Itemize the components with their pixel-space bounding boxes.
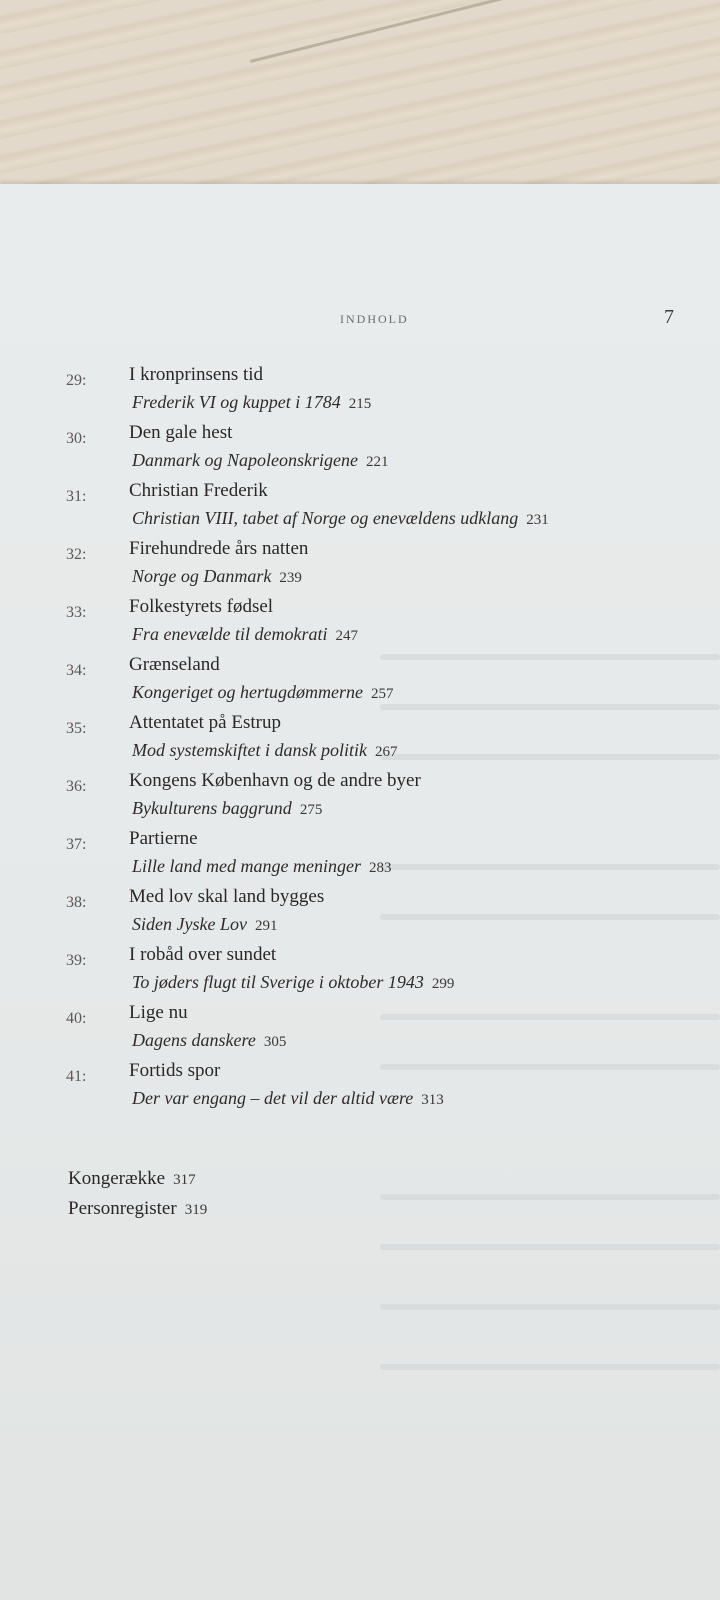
table-of-contents: [0, 364, 720, 1118]
page-number: 7: [664, 306, 674, 328]
toc-entry: [0, 480, 720, 538]
chapter-number: 36:: [66, 778, 87, 795]
appendix-page: 317: [173, 1172, 196, 1188]
appendix-entry: [68, 1168, 196, 1190]
chapter-subtitle: Christian VIII, tabet af Norge og enevældens udklang 231: [132, 508, 549, 528]
book-page: [0, 184, 720, 1600]
chapter-title: Fortids spor: [129, 1060, 221, 1081]
chapter-title: I robåd over sundet: [129, 944, 277, 965]
chapter-title: Attentatet på Estrup: [129, 712, 281, 733]
chapter-number: 31:: [66, 488, 87, 505]
chapter-subtitle: Mod systemskiftet i dansk politik 267: [132, 740, 398, 760]
toc-entry: [0, 596, 720, 654]
chapter-title: Lige nu: [129, 1002, 188, 1023]
toc-entry: [0, 828, 720, 886]
chapter-title: Grænseland: [129, 654, 220, 675]
chapter-subtitle: Norge og Danmark 239: [132, 566, 302, 586]
appendix-title: Personregister: [68, 1198, 177, 1219]
chapter-page: 313: [421, 1092, 444, 1108]
chapter-subtitle: Bykulturens baggrund 275: [132, 798, 323, 818]
chapter-title: I kronprinsens tid: [129, 364, 264, 385]
chapter-number: 38:: [66, 894, 87, 911]
chapter-title: Christian Frederik: [129, 480, 268, 501]
chapter-title: Den gale hest: [129, 422, 233, 443]
chapter-number: 35:: [66, 720, 87, 737]
chapter-subtitle: Siden Jyske Lov 291: [132, 914, 278, 934]
chapter-title: Med lov skal land bygges: [129, 886, 325, 907]
chapter-page: 305: [263, 1034, 287, 1050]
chapter-number: 32:: [66, 546, 87, 563]
show-through-line: [380, 1194, 720, 1200]
chapter-subtitle: Danmark og Napoleonskrigene 221: [132, 450, 389, 470]
chapter-subtitle: Lille land med mange meninger 283: [132, 856, 392, 876]
appendix-entry: [68, 1198, 207, 1220]
chapter-subtitle: Frederik VI og kuppet i 1784 215: [132, 392, 372, 412]
appendix-title: Kongerække: [68, 1168, 166, 1189]
toc-entry: [0, 770, 720, 828]
chapter-page: 267: [374, 744, 398, 760]
chapter-number: 37:: [66, 836, 87, 853]
toc-entry: [0, 1002, 720, 1060]
chapter-subtitle: Dagens danskere 305: [132, 1030, 287, 1050]
page-header: [0, 306, 720, 336]
chapter-page: 257: [370, 686, 394, 702]
show-through-line: [380, 1304, 720, 1310]
chapter-page: 247: [335, 628, 358, 644]
toc-entry: [0, 422, 720, 480]
show-through-line: [380, 1244, 720, 1250]
toc-entry: [0, 886, 720, 944]
toc-entry: [0, 1060, 720, 1118]
chapter-number: 40:: [66, 1010, 87, 1027]
appendix-page: 319: [184, 1202, 208, 1218]
chapter-title: Folkestyrets fødsel: [129, 596, 274, 617]
chapter-number: 39:: [66, 952, 87, 969]
toc-entry: [0, 712, 720, 770]
chapter-subtitle: Der var engang – det vil der altid være 313: [132, 1088, 444, 1108]
toc-entry: [0, 364, 720, 422]
chapter-subtitle: To jøders flugt til Sverige i oktober 1943 299: [132, 972, 455, 992]
chapter-number: 29:: [66, 372, 87, 389]
chapter-page: 239: [279, 570, 302, 586]
chapter-page: 299: [431, 976, 455, 992]
chapter-page: 231: [526, 512, 549, 528]
show-through-line: [380, 1364, 720, 1370]
chapter-page: 275: [299, 802, 323, 818]
chapter-page: 291: [254, 918, 278, 934]
chapter-number: 33:: [66, 604, 87, 621]
chapter-number: 30:: [66, 430, 87, 447]
running-title: INDHOLD: [340, 312, 409, 326]
chapter-page: 221: [365, 454, 389, 470]
wooden-table-background: [0, 0, 720, 200]
chapter-page: 283: [368, 860, 392, 876]
chapter-title: Firehundrede års natten: [129, 538, 309, 559]
chapter-page: 215: [348, 396, 372, 412]
chapter-title: Kongens København og de andre byer: [129, 770, 421, 791]
chapter-subtitle: Kongeriget og hertugdømmerne 257: [132, 682, 394, 702]
chapter-subtitle: Fra enevælde til demokrati 247: [132, 624, 358, 644]
toc-entry: [0, 654, 720, 712]
chapter-number: 34:: [66, 662, 87, 679]
chapter-title: Partierne: [129, 828, 198, 849]
toc-entry: [0, 944, 720, 1002]
toc-entry: [0, 538, 720, 596]
chapter-number: 41:: [66, 1068, 87, 1085]
